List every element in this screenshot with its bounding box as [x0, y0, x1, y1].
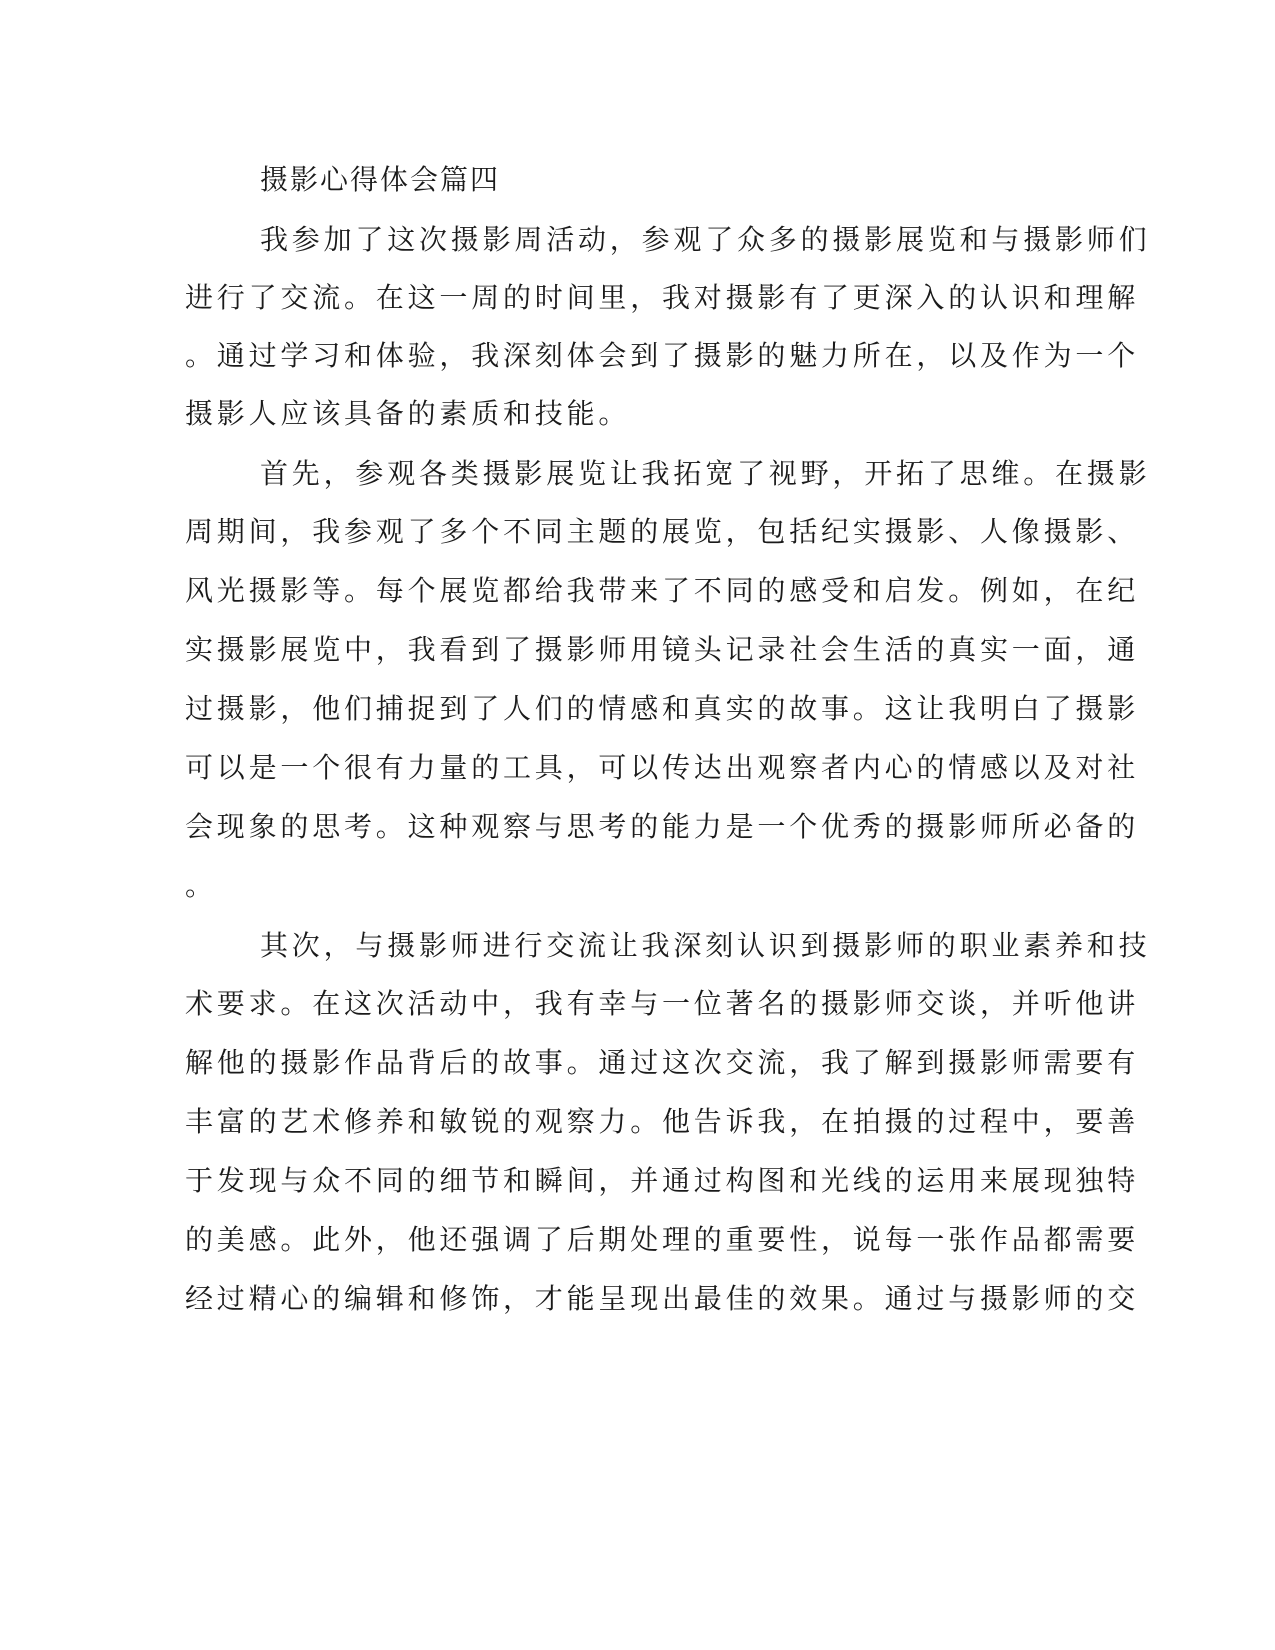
paragraph-line: 风光摄影等。每个展览都给我带来了不同的感受和启发。例如，在纪 [185, 574, 1140, 607]
paragraph-line: 解他的摄影作品背后的故事。通过这次交流，我了解到摄影师需要有 [185, 1046, 1140, 1079]
paragraph-line: 的美感。此外，他还强调了后期处理的重要性，说每一张作品都需要 [185, 1223, 1140, 1256]
paragraph-line: 其次，与摄影师进行交流让我深刻认识到摄影师的职业素养和技 [260, 929, 1151, 962]
paragraph-line: 我参加了这次摄影周活动，参观了众多的摄影展览和与摄影师们 [260, 223, 1151, 256]
paragraph-line: 于发现与众不同的细节和瞬间，并通过构图和光线的运用来展现独特 [185, 1164, 1140, 1197]
paragraph-line: 首先，参观各类摄影展览让我拓宽了视野，开拓了思维。在摄影 [260, 457, 1151, 490]
paragraph-line: 丰富的艺术修养和敏锐的观察力。他告诉我，在拍摄的过程中，要善 [185, 1105, 1140, 1138]
paragraph-line: 会现象的思考。这种观察与思考的能力是一个优秀的摄影师所必备的 [185, 810, 1140, 843]
paragraph-line: 。通过学习和体验，我深刻体会到了摄影的魅力所在，以及作为一个 [185, 339, 1140, 372]
paragraph-line: 术要求。在这次活动中，我有幸与一位著名的摄影师交谈，并听他讲 [185, 987, 1140, 1020]
paragraph-line: 可以是一个很有力量的工具，可以传达出观察者内心的情感以及对社 [185, 751, 1140, 784]
paragraph-line: 摄影人应该具备的素质和技能。 [185, 397, 631, 430]
paragraph-line: 经过精心的编辑和修饰，才能呈现出最佳的效果。通过与摄影师的交 [185, 1282, 1140, 1315]
document-title: 摄影心得体会篇四 [260, 163, 501, 196]
paragraph-line: 周期间，我参观了多个不同主题的展览，包括纪实摄影、人像摄影、 [185, 515, 1140, 548]
paragraph-line: 实摄影展览中，我看到了摄影师用镜头记录社会生活的真实一面，通 [185, 633, 1140, 666]
paragraph-line: 。 [185, 869, 217, 902]
paragraph-line: 过摄影，他们捕捉到了人们的情感和真实的故事。这让我明白了摄影 [185, 692, 1140, 725]
paragraph-line: 进行了交流。在这一周的时间里，我对摄影有了更深入的认识和理解 [185, 281, 1140, 314]
